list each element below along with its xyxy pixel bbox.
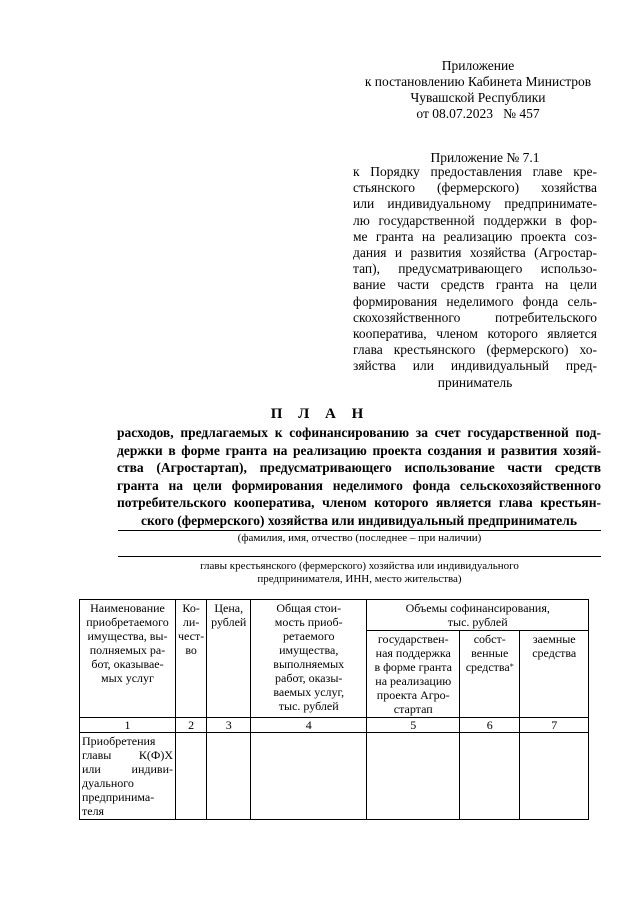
footnote-mark: * (509, 662, 514, 671)
table-header-row (80, 600, 589, 631)
appendix-text-line: лю государственной поддержки в фор- (353, 212, 597, 228)
column-number: 4 (251, 718, 367, 733)
appendix-resolution-block (352, 58, 604, 122)
appendix-date-line: от 08.07.2023 № 457 (416, 106, 540, 121)
column-number: 6 (460, 718, 520, 733)
column-number: 3 (207, 718, 251, 733)
appendix-text-line: к Порядку предоставления главе кре- (353, 164, 597, 179)
row-state-support-cell (367, 733, 460, 820)
appendix-text-line: формирования неделимого фонда сель- (353, 293, 597, 309)
appendix-7-1-text (353, 164, 597, 391)
header-own-funds: собст- венные средства* (460, 631, 520, 718)
row-quantity-cell (176, 733, 207, 820)
header-quantity: Ко- ли- чест- во (176, 600, 207, 718)
plan-subtitle-line: ского (фермерского) хозяйства или индивидуальный предприниматель (141, 512, 577, 528)
column-number: 7 (520, 718, 589, 733)
plan-subtitle (117, 424, 601, 530)
plan-subtitle-line: расходов, предлагаемых к софинансированию за счет государственной под- (117, 425, 601, 440)
plan-subtitle-line: потребительского кооператива, членом которого является глава крестьян- (117, 495, 601, 511)
column-number: 1 (80, 718, 176, 733)
row-price-cell (207, 733, 251, 820)
appendix-text-line: стьянского (фермерского) хозяйства (353, 180, 597, 196)
appendix-text-line: приниматель (437, 374, 513, 390)
column-number: 5 (367, 718, 460, 733)
appendix-text-line: кооператива, членом которого является (353, 326, 597, 342)
appendix-line: Приложение (441, 58, 515, 73)
appendix-text-line: ме гранта на реализацию проекта соз- (353, 228, 597, 244)
plan-subtitle-line: ства (Агростартап), предусматривающего использование части средств (117, 460, 601, 476)
row-borrowed-funds-cell (520, 733, 589, 820)
header-state-support: государствен- ная поддержка в форме гранта на реализацию проекта Агро- стартап (367, 631, 460, 718)
appendix-line: к постановлению Кабинета Министров (364, 74, 592, 89)
appendix-text-line: вание части средств гранта на цели (353, 277, 597, 293)
row-total-cost-cell (251, 733, 367, 820)
fio-caption: (фамилия, имя, отчество (последнее – при наличии) (237, 532, 482, 544)
appendix-text-line: или индивидуальному предпринимате- (353, 196, 597, 212)
row-item-name: Приобретения главы К(Ф)Х или индиви- дуального предпринима- теля (80, 733, 176, 820)
header-item-name: Наименование приобретаемого имущества, вы- полняемых ра- бот, оказывае- мых услуг (80, 600, 176, 718)
appendix-text-line: зяйства или индивидуальный пред- (353, 358, 597, 374)
header-total-cost: Общая стои- мость приоб- ретаемого имущества, выполняемых работ, оказы- ваемых услуг, тыс. рублей (251, 600, 367, 718)
header-price: Цена, рублей (207, 600, 251, 718)
appendix-line: Чувашской Республики (410, 90, 546, 105)
head-info-caption-2: предпринимателя, ИНН, место жительства) (257, 573, 462, 585)
header-cofinancing-group: Объемы софинансирования, тыс. рублей (367, 600, 589, 631)
table-row (80, 733, 589, 820)
appendix-text-line: глава крестьянского (фермерского) хо- (353, 342, 597, 358)
row-own-funds-cell (460, 733, 520, 820)
appendix-text-line: дания и развития хозяйства (Агростар- (353, 245, 597, 261)
plan-subtitle-line: держки в форме гранта на реализацию проекта создания и развития хозяй- (117, 442, 601, 458)
appendix-7-1-title: Приложение № 7.1 (430, 150, 540, 165)
appendix-text-line: тап), предусматривающего использо- (353, 261, 597, 277)
expense-plan-table (79, 599, 589, 820)
head-info-caption-1: главы крестьянского (фермерского) хозяйства или индивидуального (200, 560, 519, 572)
header-borrowed-funds: заемные средства (520, 631, 589, 718)
table-number-row (80, 718, 589, 733)
plan-title: П Л А Н (270, 406, 370, 422)
head-info-fill-line (118, 556, 601, 557)
column-number: 2 (176, 718, 207, 733)
appendix-text-line: скохозяйственного потребительского (353, 309, 597, 325)
plan-subtitle-line: гранта на цели формирования неделимого фонда сельскохозяйственного (117, 477, 601, 493)
fio-fill-line (118, 530, 601, 531)
